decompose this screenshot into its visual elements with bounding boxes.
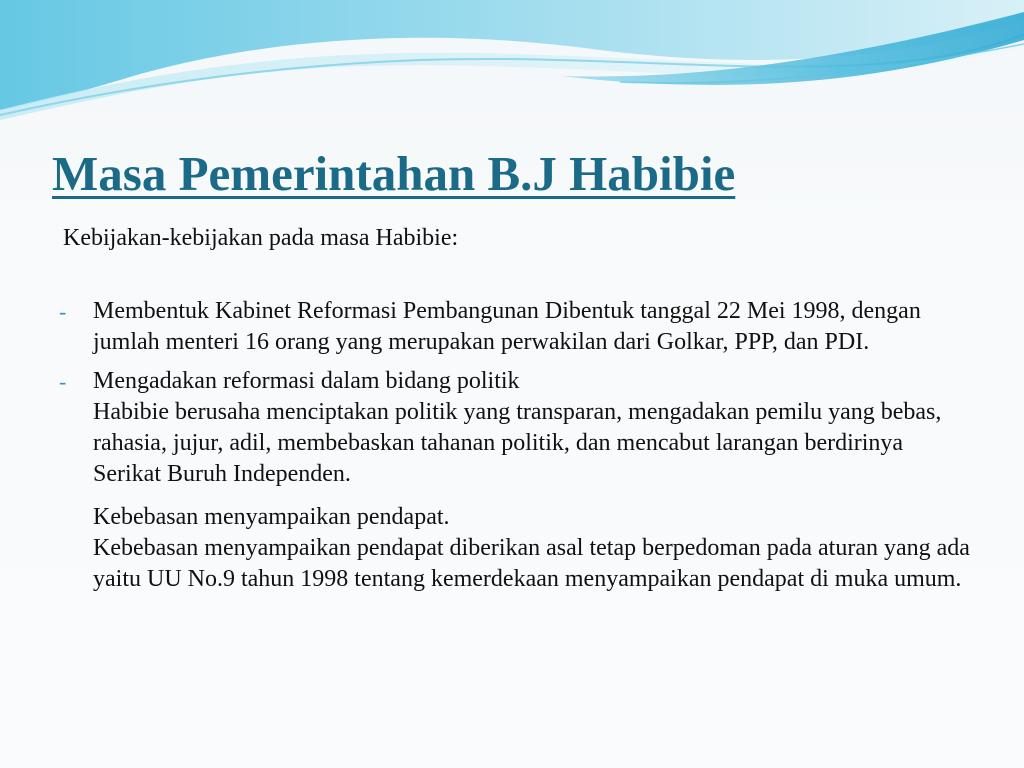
bullet-item-2-heading: Mengadakan reformasi dalam bidang politik [93,368,520,394]
dash-bullet-icon: - [59,299,67,324]
sub-item [63,502,973,595]
slide-title: Masa Pemerintahan B.J Habibie [52,146,736,201]
sub-item-heading: Kebebasan menyampaikan pendapat. [93,504,450,530]
dash-bullet-icon: - [59,369,67,394]
bullet-item-1 [59,296,973,358]
intro-text: Kebijakan-kebijakan pada masa Habibie: [63,225,459,251]
slide-body [59,223,973,595]
sub-item-text: Kebebasan menyampaikan pendapat diberikan asal tetap berpedoman pada aturan yang ada yaitu UU No.9 tahun 1998 tentang kemerdekaan menyampaikan pendapat di muka umum. [93,535,970,592]
bullet-item-2-text: Habibie berusaha menciptakan politik yang transparan, mengadakan pemilu yang bebas, rahasia, jujur, adil, membebaskan tahanan politik, dan mencabut larangan berdirinya Serikat Buruh Independen. [93,399,942,487]
bullet-item-2 [59,366,973,490]
bullet-item-1-text: Membentuk Kabinet Reformasi Pembangunan Dibentuk tanggal 22 Mei 1998, dengan jumlah menteri 16 orang yang merupakan perwakilan dari Golkar, PPP, dan PDI. [93,298,921,355]
header-wave-decoration [0,0,1024,130]
